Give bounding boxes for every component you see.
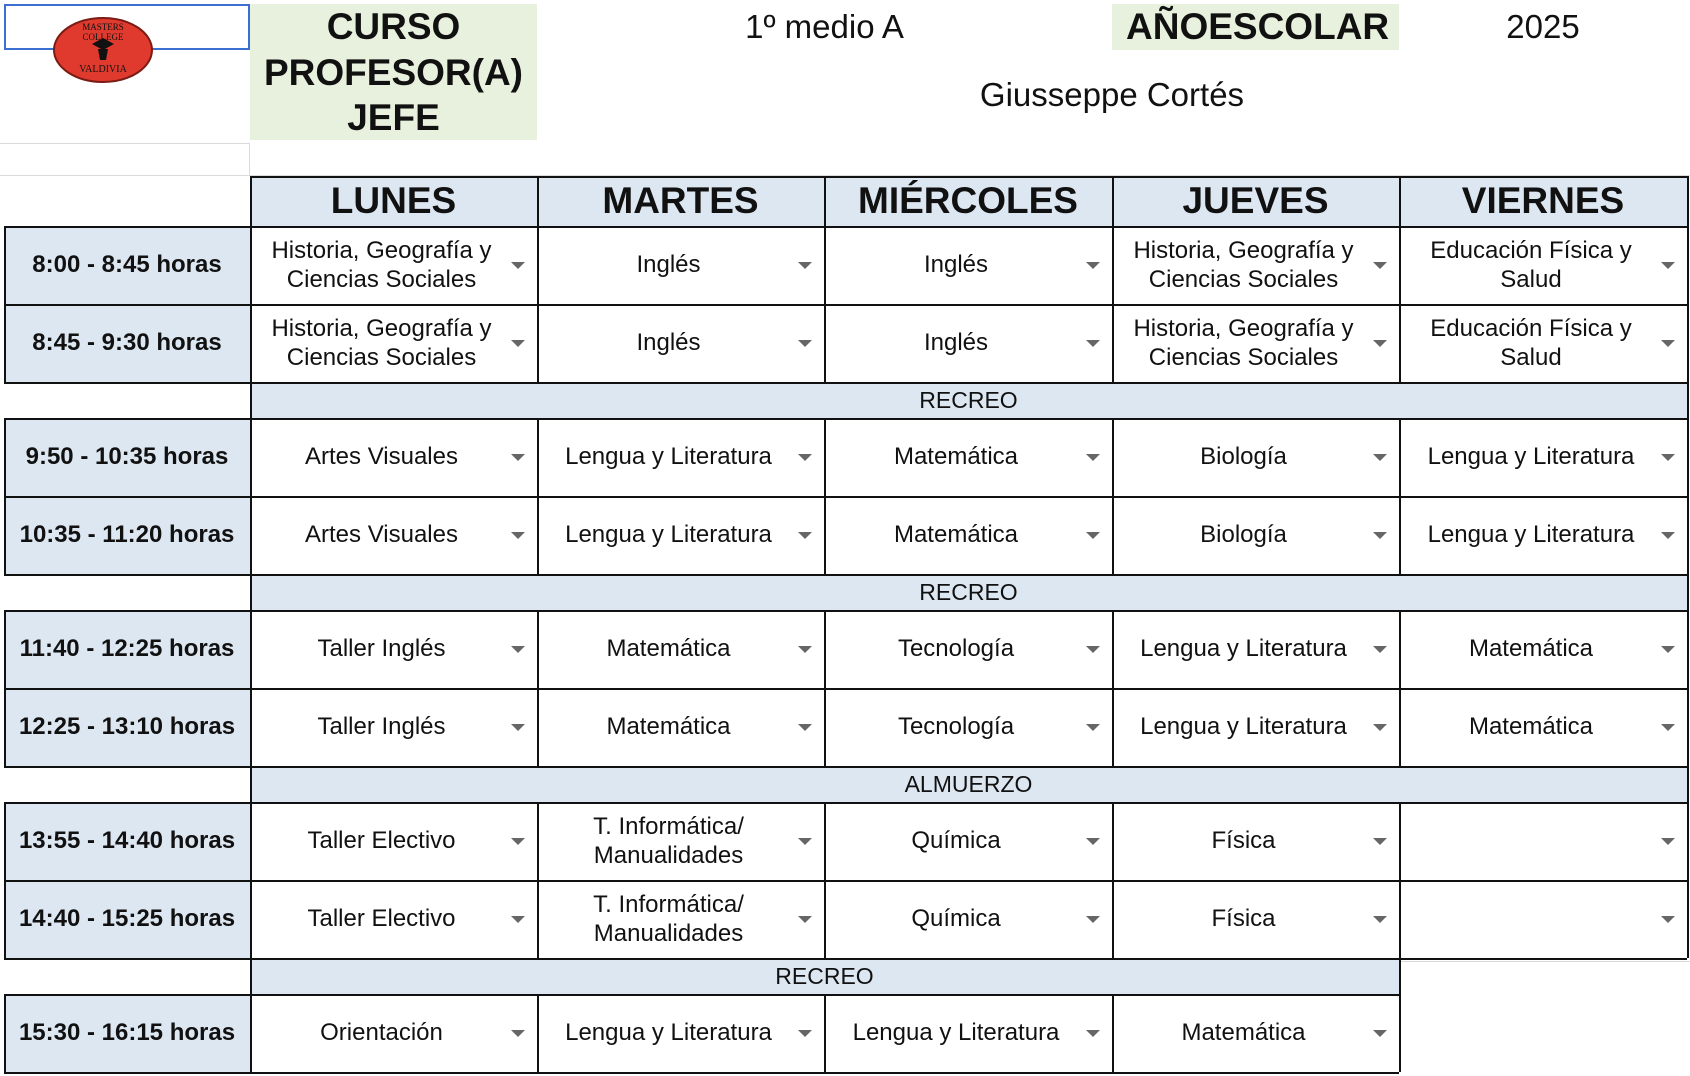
cell-border xyxy=(250,382,252,418)
chevron-down-icon[interactable] xyxy=(1373,838,1387,845)
chevron-down-icon[interactable] xyxy=(1661,532,1675,539)
subject-dropdown-cell[interactable]: Biología xyxy=(1200,443,1287,471)
subject-dropdown-cell[interactable]: Biología xyxy=(1200,521,1287,549)
cell-border xyxy=(537,418,539,496)
chevron-down-icon[interactable] xyxy=(798,724,812,731)
chevron-down-icon[interactable] xyxy=(1086,454,1100,461)
cell-border xyxy=(4,610,6,688)
subject-dropdown-cell[interactable]: Inglés xyxy=(636,251,701,279)
cell-border xyxy=(4,574,1687,576)
cell-border xyxy=(4,496,6,574)
subject-dropdown-cell[interactable]: Matemática xyxy=(606,635,731,663)
cell-border xyxy=(1112,994,1114,1072)
cell-border xyxy=(824,496,826,574)
day-header-martes: MARTES xyxy=(537,176,824,226)
cell-border xyxy=(250,880,252,958)
cell-border xyxy=(1112,880,1114,958)
subject-dropdown-cell[interactable]: Tecnología xyxy=(897,713,1015,741)
profesor-label-line2: JEFE xyxy=(347,97,440,138)
ano-escolar-label xyxy=(1112,4,1399,50)
cell-border xyxy=(1687,176,1689,226)
subject-dropdown-cell[interactable]: T. Informática/ Manualidades xyxy=(593,812,744,869)
chevron-down-icon[interactable] xyxy=(1086,724,1100,731)
cell-border xyxy=(1399,994,1401,1072)
day-header-lunes: LUNES xyxy=(250,176,537,226)
cell-border xyxy=(1687,304,1689,382)
subject-dropdown-cell[interactable]: Lengua y Literatura xyxy=(565,443,772,471)
break-row-label: ALMUERZO xyxy=(250,766,1687,802)
time-slot: 12:25 - 13:10 horas xyxy=(4,688,250,766)
cell-border xyxy=(250,574,252,610)
time-slot: 13:55 - 14:40 horas xyxy=(4,802,250,880)
time-slot: 9:50 - 10:35 horas xyxy=(4,418,250,496)
cell-border xyxy=(250,766,252,802)
cell-border xyxy=(537,610,539,688)
chevron-down-icon[interactable] xyxy=(1373,1030,1387,1037)
cell-border xyxy=(537,176,539,226)
cell-border xyxy=(4,226,1687,228)
subject-dropdown-cell[interactable]: Educación Física y Salud xyxy=(1430,314,1632,371)
break-row-label: RECREO xyxy=(250,958,1399,994)
cell-border xyxy=(1112,688,1114,766)
cell-border xyxy=(537,880,539,958)
cell-border xyxy=(537,226,539,304)
curso-value[interactable]: 1º medio A xyxy=(745,7,904,45)
chevron-down-icon[interactable] xyxy=(1661,646,1675,653)
subject-dropdown-cell[interactable]: Orientación xyxy=(320,1019,443,1047)
chevron-down-icon[interactable] xyxy=(511,454,525,461)
subject-dropdown-cell[interactable]: Química xyxy=(911,905,1001,933)
chevron-down-icon[interactable] xyxy=(1661,838,1675,845)
time-slot: 10:35 - 11:20 horas xyxy=(4,496,250,574)
subject-dropdown-cell[interactable]: Matemática xyxy=(1181,1019,1306,1047)
subject-dropdown-cell[interactable]: Matemática xyxy=(893,521,1019,549)
cell-border xyxy=(4,802,250,804)
cell-border xyxy=(250,610,252,688)
cell-border xyxy=(250,496,252,574)
subject-dropdown-cell[interactable]: Matemática xyxy=(1468,635,1594,663)
ano-value[interactable]: 2025 xyxy=(1506,7,1580,45)
profesor-label xyxy=(250,50,537,140)
cell-border xyxy=(824,304,826,382)
subject-dropdown-cell[interactable]: T. Informática/ Manualidades xyxy=(593,890,744,947)
cell-border xyxy=(250,226,252,304)
cell-border xyxy=(1112,610,1114,688)
chevron-down-icon[interactable] xyxy=(1373,454,1387,461)
cell-border xyxy=(250,176,1687,178)
cell-border xyxy=(250,802,1687,804)
chevron-down-icon[interactable] xyxy=(511,262,525,269)
chevron-down-icon[interactable] xyxy=(511,1030,525,1037)
subject-dropdown-cell[interactable] xyxy=(1399,802,1687,880)
cell-border xyxy=(1687,382,1689,418)
subject-dropdown-cell[interactable]: Artes Visuales xyxy=(305,443,458,471)
subject-dropdown-cell[interactable]: Historia, Geografía y Ciencias Sociales xyxy=(271,314,492,371)
chevron-down-icon[interactable] xyxy=(798,532,812,539)
cell-border xyxy=(537,496,539,574)
subject-dropdown-cell[interactable]: Física xyxy=(1211,905,1276,933)
cell-border xyxy=(537,994,539,1072)
chevron-down-icon[interactable] xyxy=(1661,454,1675,461)
cell-border xyxy=(1112,226,1114,304)
cell-border xyxy=(824,610,826,688)
cell-border xyxy=(4,418,250,420)
gridline xyxy=(1397,961,1690,962)
subject-dropdown-cell[interactable]: Lengua y Literatura xyxy=(1140,713,1347,741)
subject-dropdown-cell[interactable]: Taller Electivo xyxy=(307,905,456,933)
chevron-down-icon[interactable] xyxy=(798,340,812,347)
subject-dropdown-cell[interactable]: Lengua y Literatura xyxy=(565,1019,772,1047)
cell-border xyxy=(537,802,539,880)
subject-dropdown-cell[interactable]: Matemática xyxy=(606,713,731,741)
chevron-down-icon[interactable] xyxy=(1086,646,1100,653)
subject-dropdown-cell[interactable]: Historia, Geografía y Ciencias Sociales xyxy=(1133,236,1354,293)
cell-border xyxy=(1687,802,1689,880)
cell-border xyxy=(1399,226,1401,304)
subject-dropdown-cell[interactable]: Artes Visuales xyxy=(305,521,458,549)
cell-border xyxy=(250,176,252,226)
subject-dropdown-cell[interactable]: Taller Inglés xyxy=(317,713,446,741)
subject-dropdown-cell[interactable]: Lengua y Literatura xyxy=(852,1019,1060,1047)
subject-dropdown-cell[interactable]: Tecnología xyxy=(897,635,1015,663)
chevron-down-icon[interactable] xyxy=(1373,646,1387,653)
cell-border xyxy=(4,688,6,766)
time-slot: 11:40 - 12:25 horas xyxy=(4,610,250,688)
cell-border xyxy=(4,304,6,382)
chevron-down-icon[interactable] xyxy=(511,724,525,731)
cell-border xyxy=(4,958,1687,960)
cell-border xyxy=(4,382,1687,384)
subject-dropdown-cell[interactable]: Lengua y Literatura xyxy=(1427,521,1635,549)
chevron-down-icon[interactable] xyxy=(511,646,525,653)
chevron-down-icon[interactable] xyxy=(1086,1030,1100,1037)
logo-text-bottom: VALDIVIA xyxy=(79,64,127,75)
cell-border xyxy=(4,1072,1399,1074)
cell-border xyxy=(1112,304,1114,382)
time-slot: 15:30 - 16:15 horas xyxy=(4,994,250,1072)
cell-border xyxy=(1399,688,1401,766)
cell-border xyxy=(250,994,252,1072)
chevron-down-icon[interactable] xyxy=(798,1030,812,1037)
time-slot: 8:45 - 9:30 horas xyxy=(4,304,250,382)
chevron-down-icon[interactable] xyxy=(1086,262,1100,269)
chevron-down-icon[interactable] xyxy=(511,532,525,539)
cell-border xyxy=(250,610,1687,612)
cell-border xyxy=(4,880,6,958)
cell-border xyxy=(824,688,826,766)
cell-border xyxy=(4,994,6,1072)
cell-border xyxy=(1687,418,1689,496)
cell-border xyxy=(4,688,1687,690)
cell-border xyxy=(1112,496,1114,574)
logo-text-top: MASTERS COLLEGE xyxy=(82,22,124,42)
chevron-down-icon[interactable] xyxy=(798,646,812,653)
subject-dropdown-cell[interactable]: Taller Inglés xyxy=(317,635,446,663)
subject-dropdown-cell[interactable]: Lengua y Literatura xyxy=(1140,635,1347,663)
day-header-viernes: VIERNES xyxy=(1399,176,1687,226)
cell-border xyxy=(1687,574,1689,610)
cell-border xyxy=(1399,880,1401,958)
cell-border xyxy=(1399,304,1401,382)
cell-border xyxy=(1399,496,1401,574)
profesor-label-line1: PROFESOR(A) xyxy=(264,51,523,93)
cell-border xyxy=(1687,766,1689,802)
cell-border xyxy=(250,958,252,994)
chevron-down-icon[interactable] xyxy=(1373,532,1387,539)
day-header-miércoles: MIÉRCOLES xyxy=(824,176,1112,226)
chevron-down-icon[interactable] xyxy=(1661,724,1675,731)
chevron-down-icon[interactable] xyxy=(511,916,525,923)
time-slot: 14:40 - 15:25 horas xyxy=(4,880,250,958)
cell-border xyxy=(1399,802,1401,880)
chevron-down-icon[interactable] xyxy=(1086,532,1100,539)
chevron-down-icon[interactable] xyxy=(1661,340,1675,347)
cell-border xyxy=(4,226,6,304)
cell-border xyxy=(824,802,826,880)
cell-border xyxy=(250,688,252,766)
chevron-down-icon[interactable] xyxy=(511,340,525,347)
profesor-value[interactable]: Giusseppe Cortés xyxy=(979,75,1245,113)
cell-border xyxy=(1112,418,1114,496)
subject-dropdown-cell[interactable]: Inglés xyxy=(923,329,989,357)
cell-border xyxy=(4,802,6,880)
cell-border xyxy=(4,880,1687,882)
cell-border xyxy=(537,688,539,766)
subject-dropdown-cell[interactable]: Lengua y Literatura xyxy=(565,521,772,549)
subject-dropdown-cell[interactable]: Educación Física y Salud xyxy=(1430,236,1632,293)
subject-dropdown-cell[interactable]: Matemática xyxy=(893,443,1019,471)
cell-border xyxy=(1112,802,1114,880)
cell-border xyxy=(1687,688,1689,766)
chevron-down-icon[interactable] xyxy=(798,262,812,269)
chevron-down-icon[interactable] xyxy=(798,838,812,845)
cell-border xyxy=(4,766,1687,768)
subject-dropdown-cell[interactable]: Inglés xyxy=(923,251,989,279)
cell-border xyxy=(1399,958,1401,994)
break-row-label: RECREO xyxy=(250,574,1687,610)
subject-dropdown-cell[interactable]: Lengua y Literatura xyxy=(1427,443,1635,471)
chevron-down-icon[interactable] xyxy=(798,916,812,923)
cell-border xyxy=(4,496,1687,498)
cell-border xyxy=(4,610,250,612)
subject-dropdown-cell[interactable]: Historia, Geografía y Ciencias Sociales xyxy=(271,236,492,293)
subject-dropdown-cell[interactable]: Inglés xyxy=(636,329,701,357)
chevron-down-icon[interactable] xyxy=(511,838,525,845)
chevron-down-icon[interactable] xyxy=(1373,340,1387,347)
cell-border xyxy=(1399,176,1401,226)
cell-border xyxy=(4,304,1687,306)
subject-dropdown-cell[interactable]: Química xyxy=(911,827,1001,855)
cell-border xyxy=(1687,496,1689,574)
chevron-down-icon[interactable] xyxy=(1373,724,1387,731)
cell-border xyxy=(824,994,826,1072)
cell-border xyxy=(250,418,252,496)
school-logo xyxy=(52,16,154,84)
subject-dropdown-cell[interactable]: Historia, Geografía y Ciencias Sociales xyxy=(1133,314,1354,371)
gridline xyxy=(0,143,250,144)
subject-dropdown-cell[interactable]: Taller Electivo xyxy=(307,827,456,855)
curso-label: CURSO xyxy=(250,4,537,50)
cell-border xyxy=(537,304,539,382)
chevron-down-icon[interactable] xyxy=(1661,262,1675,269)
chevron-down-icon[interactable] xyxy=(1086,916,1100,923)
cell-border xyxy=(1687,880,1689,958)
cell-border xyxy=(1399,418,1401,496)
cell-border xyxy=(4,994,250,996)
cell-border xyxy=(1687,610,1689,688)
cell-border xyxy=(1687,226,1689,304)
cell-border xyxy=(4,418,6,496)
cell-border xyxy=(824,418,826,496)
subject-dropdown-cell[interactable]: Matemática xyxy=(1468,713,1594,741)
subject-dropdown-cell[interactable]: Física xyxy=(1211,827,1276,855)
chevron-down-icon[interactable] xyxy=(1373,262,1387,269)
gridline xyxy=(249,143,250,176)
chevron-down-icon[interactable] xyxy=(1661,916,1675,923)
cell-border xyxy=(1112,176,1114,226)
chevron-down-icon[interactable] xyxy=(1086,838,1100,845)
escolar-label: ESCOLAR xyxy=(1208,6,1390,48)
chevron-down-icon[interactable] xyxy=(798,454,812,461)
time-slot: 8:00 - 8:45 horas xyxy=(4,226,250,304)
cell-border xyxy=(250,802,252,880)
cell-border xyxy=(824,880,826,958)
chevron-down-icon[interactable] xyxy=(1086,340,1100,347)
day-header-jueves: JUEVES xyxy=(1112,176,1399,226)
cell-border xyxy=(250,304,252,382)
subject-dropdown-cell[interactable] xyxy=(1399,880,1687,958)
ano-label: AÑO xyxy=(1126,6,1209,48)
cell-border xyxy=(824,226,826,304)
cell-border xyxy=(250,418,1687,420)
cell-border xyxy=(824,176,826,226)
cell-border xyxy=(1399,610,1401,688)
chevron-down-icon[interactable] xyxy=(1373,916,1387,923)
break-row-label: RECREO xyxy=(250,382,1687,418)
